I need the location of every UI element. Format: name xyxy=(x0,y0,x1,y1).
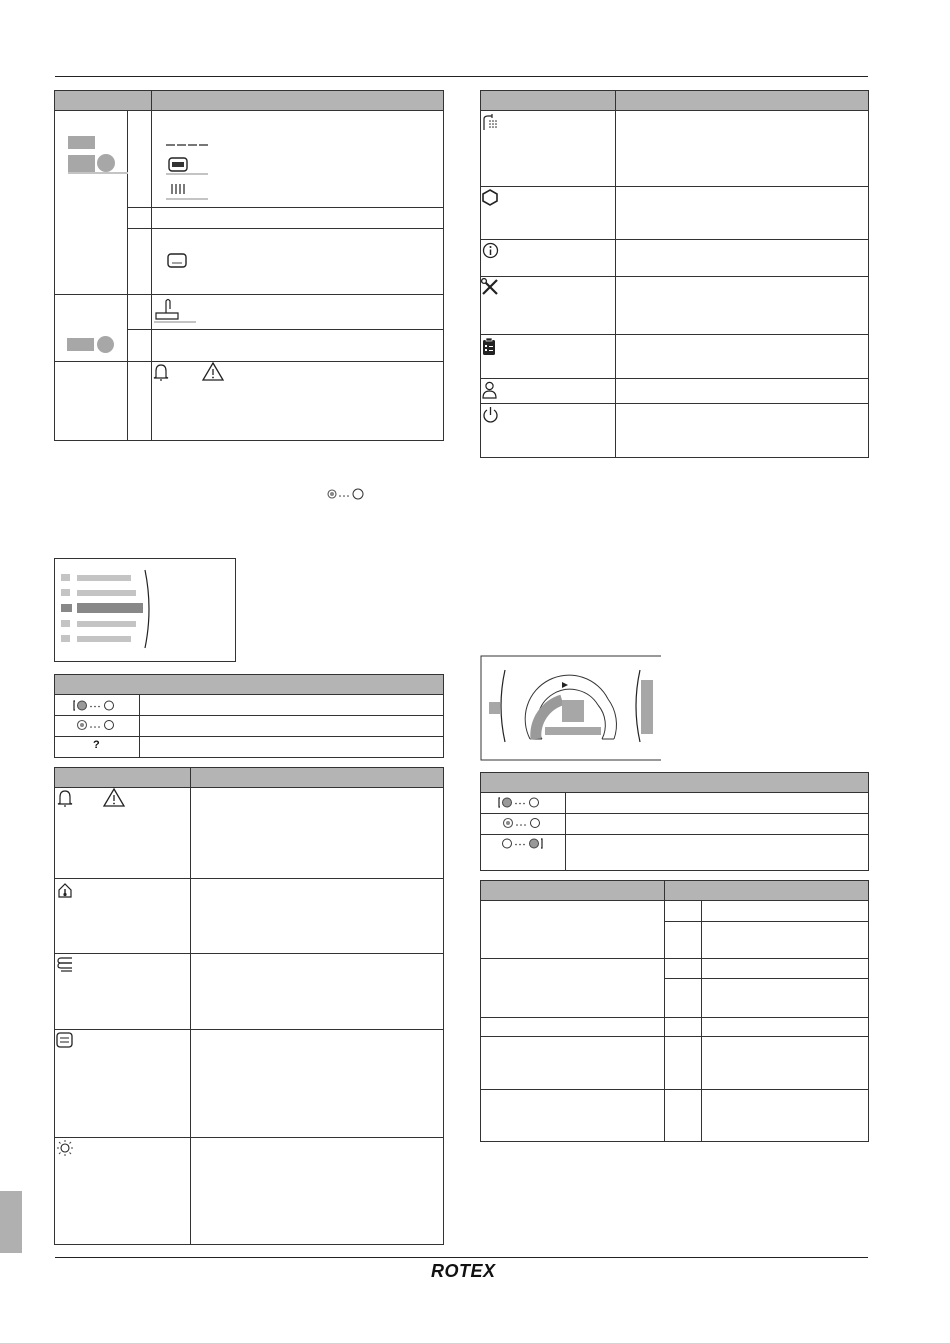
shower-icon xyxy=(482,113,498,131)
display-icon xyxy=(56,1032,73,1048)
hexagon-icon xyxy=(482,189,498,206)
bottom-rule xyxy=(55,1257,868,1258)
tank-circle-icon xyxy=(97,336,114,353)
display-mode-block xyxy=(68,136,95,149)
info-icon xyxy=(482,242,499,259)
push-hold-inline-icon xyxy=(326,487,366,501)
display-icon xyxy=(167,253,187,268)
power-icon xyxy=(482,406,499,424)
dashed-bar-icon xyxy=(166,142,208,148)
turn-left-right-icon xyxy=(72,699,118,712)
radiator-icon xyxy=(170,182,188,196)
turn-right-icon xyxy=(500,837,546,850)
user-icon xyxy=(482,381,497,399)
scroll-bracket-icon xyxy=(143,568,155,650)
bell-icon xyxy=(152,363,170,381)
dial-label-block xyxy=(545,727,601,735)
top-rule xyxy=(55,76,868,77)
scroll-bar-block xyxy=(641,680,653,734)
display-screen-icon xyxy=(168,157,188,172)
turn-left-right-icon xyxy=(497,796,543,809)
hand-push-icon xyxy=(154,297,180,321)
brand-logo: ROTEX xyxy=(431,1261,496,1281)
sun-settings-icon xyxy=(56,1139,74,1157)
heat-emitter-icon xyxy=(57,956,74,973)
clipboard-icon xyxy=(482,337,496,356)
tools-icon xyxy=(481,278,499,296)
bell-icon xyxy=(56,789,74,807)
dial-value-block xyxy=(562,700,584,722)
home-thermostat-icon xyxy=(57,882,73,899)
help-icon: ? xyxy=(93,739,100,751)
warning-icon xyxy=(102,787,126,808)
display-mode-block xyxy=(68,155,95,173)
push-hold-icon xyxy=(76,718,118,732)
warning-icon xyxy=(201,361,225,382)
display-mode-circle-icon xyxy=(97,154,115,172)
push-hold-icon xyxy=(502,816,544,830)
tank-block xyxy=(67,338,94,351)
side-tab xyxy=(0,1191,22,1253)
